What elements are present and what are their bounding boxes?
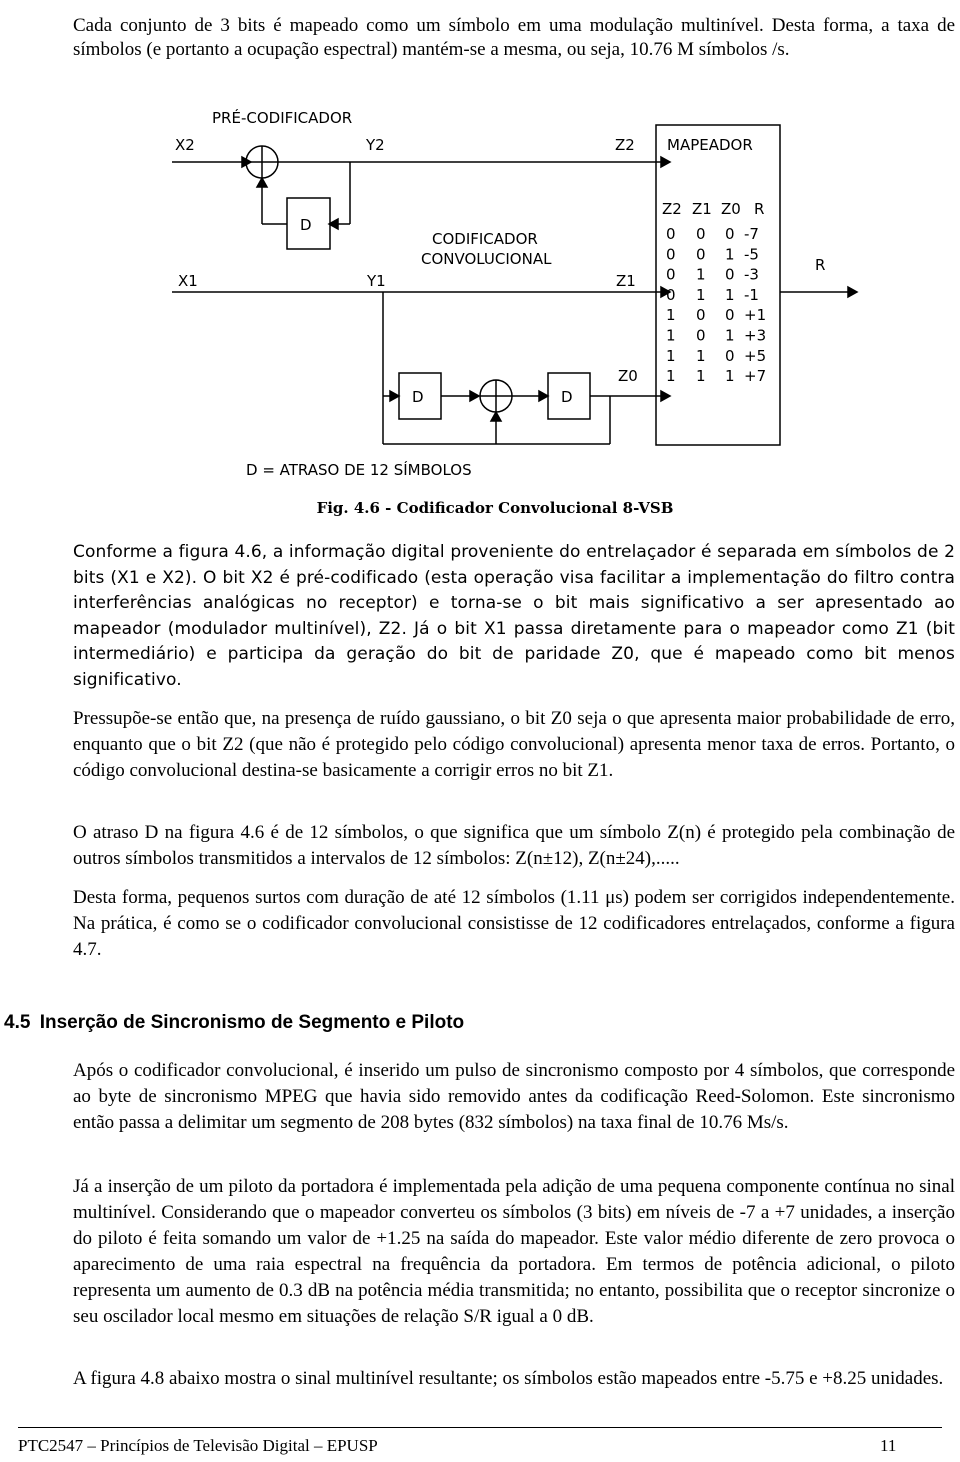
- mapping-cell: +1: [744, 306, 767, 325]
- y2-label: Y2: [366, 136, 385, 154]
- mapping-table: [662, 200, 766, 385]
- footer-divider: [18, 1427, 942, 1428]
- mapping-header-z1: Z1: [692, 200, 712, 218]
- mapping-header-z0: Z0: [721, 200, 741, 218]
- delay-label-right: D: [561, 388, 573, 406]
- output-r-label: R: [815, 256, 826, 274]
- paragraph-pressupoe: Pressupõe-se então que, na presença de ruído gaussiano, o bit Z0 seja o que apresenta maior probabilidade de erro, enquanto que o bit Z2 (que não é protegido pelo código convolucional) apresenta menor taxa de erros. Portanto, o código convolucional destina-se basicamente a corrigir erros no bit Z1.: [73, 708, 955, 781]
- mapping-cell: -5: [744, 245, 759, 264]
- y1-label: Y1: [367, 272, 386, 290]
- section-heading: [4, 1012, 464, 1034]
- mapping-cell: 1: [696, 265, 706, 284]
- z0-label: Z0: [618, 367, 638, 385]
- paragraph-figura-48: A figura 4.8 abaixo mostra o sinal multinível resultante; os símbolos estão mapeados entre -5.75 e +8.25 unidades.: [73, 1368, 944, 1389]
- paragraph-conforme: Conforme a figura 4.6, a informação digital proveniente do entrelaçador é separada em símbolos de 2 bits (X1 e X2). O bit X2 é pré-codificado (esta operação visa facilitar a implementação do filtro contra interferências analógicas no receptor) e torna-se o bit mais significativo a ser apresentado ao mapeador (modulador multinível), Z2. Já o bit X1 passa diretamente para o mapeador como Z1 (bit intermediário) e participa da geração do bit de paridade Z0, que é mapeado como bit menos significativo.: [73, 542, 955, 690]
- mapping-cell: 0: [725, 346, 735, 365]
- mapping-cell: 1: [696, 367, 706, 386]
- paragraph-desta-forma: Desta forma, pequenos surtos com duração de até 12 símbolos (1.11 μs) podem ser corrigidos independentemente. Na prática, é como se o codificador convolucional consistisse de 12 codificadores entrelaçados, conforme a figura 4.7.: [73, 887, 955, 960]
- mapping-cell: 0: [666, 225, 676, 243]
- mapping-header-z2: Z2: [662, 200, 682, 218]
- mapping-cell: -1: [744, 285, 759, 304]
- mapping-cell: +3: [744, 326, 767, 345]
- x1-label: X1: [178, 272, 198, 290]
- mapping-cell: 0: [666, 265, 676, 284]
- convolutional-encoder-diagram: [0, 0, 960, 500]
- mapping-cell: 0: [725, 265, 735, 284]
- section-title: Inserção de Sincronismo de Segmento e Piloto: [39, 1012, 465, 1033]
- section-number: 4.5: [4, 1012, 31, 1033]
- footer-course: PTC2547 – Princípios de Televisão Digital – EPUSP: [18, 1436, 378, 1455]
- paragraph-atraso: O atraso D na figura 4.6 é de 12 símbolos, o que significa que um símbolo Z(n) é protegido pela combinação de outros símbolos transmitidos a intervalos de 12 símbolos: Z(n±12), Z(n±24),.....: [73, 822, 955, 869]
- paragraph-piloto: Já a inserção de um piloto da portadora é implementada pela adição de uma pequena componente contínua no sinal multinível. Considerando que o mapeador converteu os símbolos (3 bits) em níveis de -7 a +7 unidades, a inserção do piloto é feita somando um valor de +1.25 na saída do mapeador. Este valor médio diferente de zero provoca o aparecimento de uma raia espectral na frequência da portadora. Em termos de potência adicional, o piloto representa um aumento de 0.3 dB na potência média transmitida; no entanto, possibilita que o receptor sincronize o seu oscilador local mesmo em situações de relação S/R igual a 0 dB.: [73, 1176, 955, 1327]
- mapping-cell: 1: [696, 285, 706, 304]
- mapping-cell: 1: [666, 367, 676, 386]
- mapping-cell: -7: [744, 225, 759, 243]
- mapping-cell: 0: [666, 245, 676, 264]
- x2-label: X2: [175, 136, 195, 154]
- conv-encoder-label-2: CONVOLUCIONAL: [421, 250, 552, 268]
- mapping-cell: 1: [666, 326, 676, 345]
- mapping-cell: 0: [696, 326, 706, 345]
- delay-legend: D = ATRASO DE 12 SÍMBOLOS: [246, 461, 472, 479]
- page-number: 11: [880, 1436, 897, 1455]
- mapping-header-r: R: [754, 200, 765, 218]
- mapping-cell: 0: [725, 306, 735, 325]
- mapping-cell: 0: [696, 225, 706, 243]
- mapping-cell: +7: [744, 367, 767, 386]
- delay-label-top: D: [300, 216, 312, 234]
- precoder-label: PRÉ-CODIFICADOR: [212, 109, 353, 127]
- mapper-label: MAPEADOR: [667, 136, 753, 154]
- delay-label-left: D: [412, 388, 424, 406]
- conv-encoder-label-1: CODIFICADOR: [432, 230, 538, 248]
- figure-caption: Fig. 4.6 - Codificador Convolucional 8-VSB: [316, 499, 674, 517]
- mapping-cell: -3: [744, 265, 759, 284]
- z2-label: Z2: [615, 136, 635, 154]
- mapping-cell: 0: [725, 225, 735, 243]
- mapping-cell: 1: [725, 367, 735, 386]
- mapping-cell: 1: [725, 326, 735, 345]
- mapping-cell: +5: [744, 346, 767, 365]
- mapping-cell: 1: [666, 346, 676, 365]
- paragraph-apos: Após o codificador convolucional, é inserido um pulso de sincronismo composto por 4 símbolos, que corresponde ao byte de sincronismo MPEG que havia sido removido antes da codificação Reed-Solomon. Este sincronismo então passa a delimitar um segmento de 208 bytes (832 símbolos) na taxa final de 10.76 Ms/s.: [73, 1060, 955, 1133]
- intro-paragraph: Cada conjunto de 3 bits é mapeado como um símbolo em uma modulação multinível. Desta forma, a taxa de símbolos (e portanto a ocupação espectral) mantém-se a mesma, ou seja, 10.76 M símbolos /s.: [73, 15, 955, 60]
- mapping-cell: 0: [696, 245, 706, 264]
- mapping-cell: 1: [666, 306, 676, 325]
- mapping-cell: 1: [725, 245, 735, 264]
- mapping-cell: 0: [696, 306, 706, 325]
- mapping-cell: 1: [725, 285, 735, 304]
- mapping-cell: 0: [666, 285, 676, 304]
- mapping-cell: 1: [696, 346, 706, 365]
- z1-label: Z1: [616, 272, 636, 290]
